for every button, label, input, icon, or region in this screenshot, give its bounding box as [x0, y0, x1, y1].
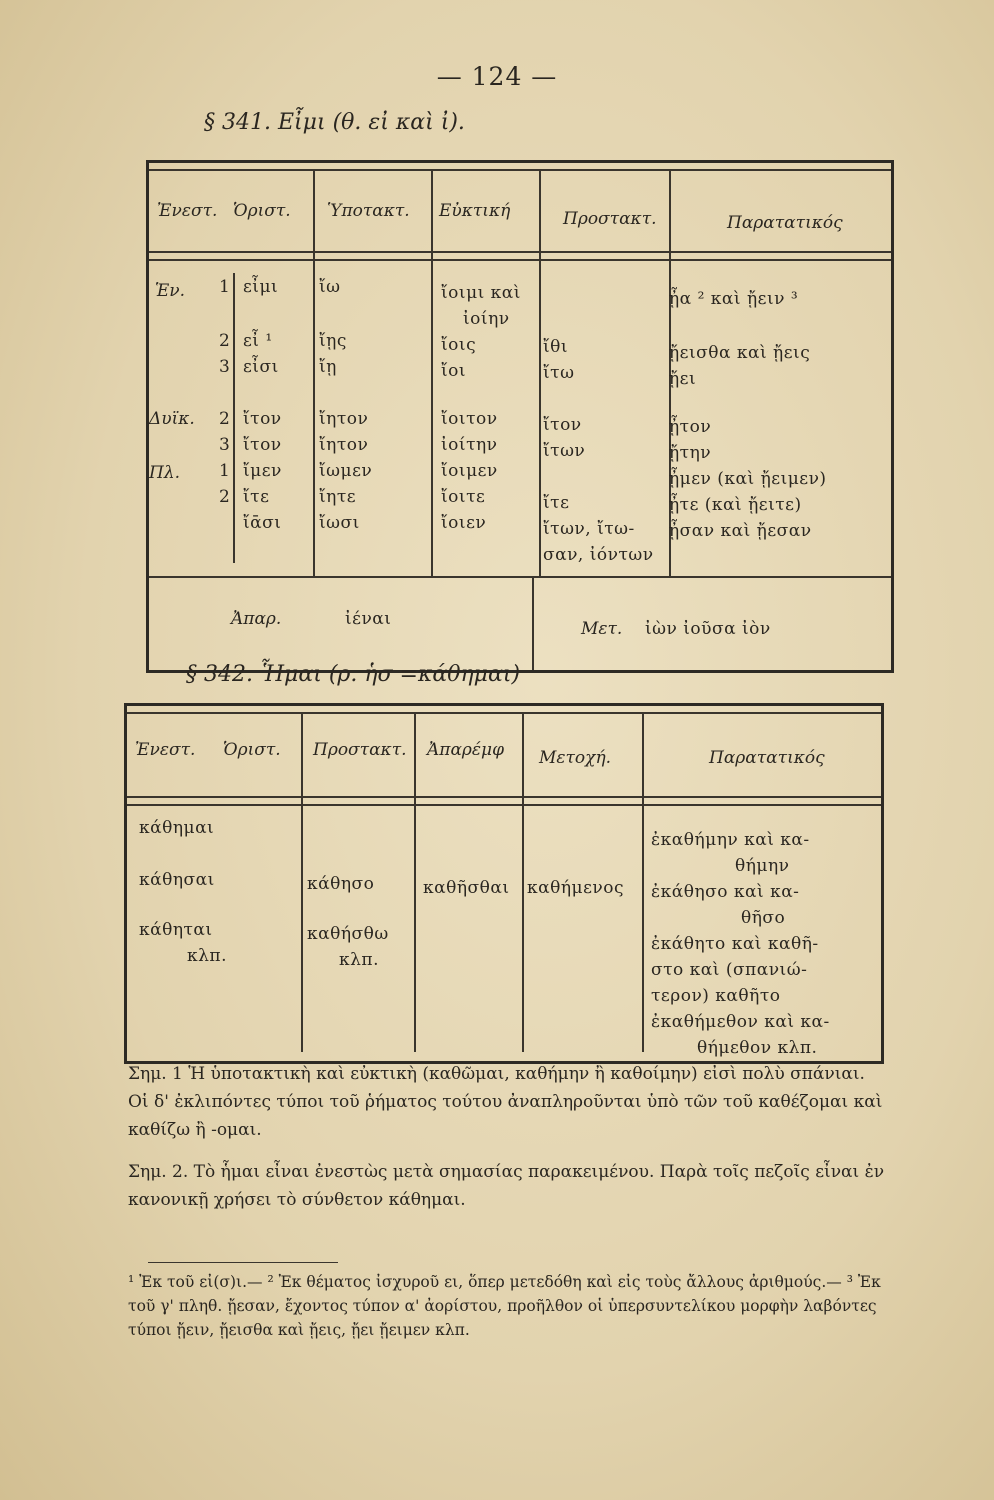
oristiki-form: ἴμεν [243, 461, 282, 481]
prostaktiki-form: κλπ. [339, 950, 379, 970]
prostaktiki-form: καθήσθω [307, 924, 389, 944]
rule [149, 169, 891, 171]
prostaktiki-form: ἴτε [543, 493, 570, 513]
euktiki-form: ἰοίην [463, 309, 510, 329]
euktiki-form: ἴοι [441, 361, 467, 381]
oristiki-form: εἶ ¹ [243, 331, 273, 351]
section-341-title: § 341. Εἶμι (θ. εἰ καὶ ἰ). [204, 110, 465, 135]
prostaktiki-form: σαν, ἰόντων [543, 545, 654, 565]
euktiki-form: ἴοις [441, 335, 477, 355]
paratatikos-form: ᾖτε (καὶ ᾔειτε) [669, 495, 802, 515]
aparemfato-form: καθῆσθαι [423, 878, 510, 898]
header-euktiki: Εὐκτική [439, 201, 511, 221]
rule [127, 804, 881, 806]
person-number: 2 [219, 487, 231, 507]
oristiki-form: ἴτε [243, 487, 270, 507]
paratatikos-form: ᾔεισθα καὶ ᾔεις [669, 343, 811, 363]
prostaktiki-form: ἴτον [543, 415, 582, 435]
header-aparemfato: Ἀπαρέμφ [427, 740, 504, 760]
header-enest: Ἐνεστ. [157, 201, 218, 221]
paratatikos-form: ἐκαθήμην καὶ κα- [651, 830, 810, 850]
ypotaktiki-form: ἴῃς [319, 331, 347, 351]
header-metoxi: Μετοχή. [539, 748, 612, 768]
ypotaktiki-form: ἴωμεν [319, 461, 373, 481]
ypotaktiki-form: ἴητον [319, 435, 369, 455]
paratatikos-form: θήμεθον κλπ. [697, 1038, 818, 1058]
footnote-separator [148, 1262, 338, 1263]
ypotaktiki-form: ἴητε [319, 487, 357, 507]
rule [149, 251, 891, 253]
oristiki-form: κλπ. [187, 946, 227, 966]
person-number: 2 [219, 331, 231, 351]
prostaktiki-form: ἴθι [543, 337, 569, 357]
header-prostaktiki: Προστακτ. [563, 209, 657, 229]
prostaktiki-form: ἴτων, ἴτω- [543, 519, 635, 539]
person-number: 1 [219, 277, 231, 297]
ypotaktiki-form: ἴω [319, 277, 341, 297]
rule [313, 169, 315, 577]
oristiki-form: ἴτον [243, 409, 282, 429]
header-prostaktiki: Προστακτ. [313, 740, 407, 760]
note-1: Σημ. 1 Ἡ ὑποτακτικὴ καὶ εὐκτικὴ (καθῶμαι, καθήμην ἢ καθοίμην) εἰσὶ πολὺ σπάνιαι. Οἱ δ' ἐκλιπόντες τύποι τοῦ ῥήματος τούτου ἀναπληροῦνται ὑπὸ τῶν τοῦ καθέζομαι καὶ καθίζω ἢ -ομαι. [128, 1064, 883, 1140]
rule [532, 576, 534, 670]
paratatikos-form: θῆσο [741, 908, 786, 928]
rule [431, 169, 433, 577]
oristiki-form: κάθηται [139, 920, 213, 940]
ypotaktiki-form: ἴῃ [319, 357, 337, 377]
ypotaktiki-form: ἴωσι [319, 513, 360, 533]
rule [233, 273, 235, 563]
paratatikos-form: ᾖμεν (καὶ ᾔειμεν) [669, 469, 827, 489]
header-ypotaktiki: Ὑποτακτ. [327, 201, 410, 221]
rule [642, 712, 644, 1052]
header-enest: Ἐνεστ. [135, 740, 196, 760]
paratatikos-form: ᾖα ² καὶ ᾔειν ³ [669, 289, 799, 309]
oristiki-form: ἴᾱσι [243, 513, 282, 533]
rule [522, 712, 524, 1052]
prostaktiki-form: ἴτων [543, 441, 586, 461]
euktiki-form: ἴοιμεν [441, 461, 498, 481]
person-number: 3 [219, 357, 231, 377]
oristiki-form: εἶσι [243, 357, 279, 377]
paratatikos-form: τερον) καθῆτο [651, 986, 781, 1006]
row-label-singular: Ἑν. [155, 281, 186, 301]
rule [414, 712, 416, 1052]
aparemfato-value: ἰέναι [345, 609, 392, 629]
table-emai [124, 703, 884, 1064]
euktiki-form: ἴοιμι καὶ [441, 283, 521, 303]
paratatikos-form: ᾔει [669, 369, 697, 389]
euktiki-form: ἴοιτον [441, 409, 498, 429]
prostaktiki-form: κάθησο [307, 874, 375, 894]
paratatikos-form: ᾖσαν καὶ ᾔεσαν [669, 521, 812, 541]
rule [149, 576, 891, 578]
metoxi-value: ἰὼν ἰοῦσα ἰὸν [645, 619, 771, 639]
metoxi-form: καθήμενος [527, 878, 624, 898]
euktiki-form: ἰοίτην [441, 435, 498, 455]
row-label-dual: Δυϊκ. [149, 409, 195, 429]
rule [127, 712, 881, 714]
page-number: — 124 — [436, 62, 558, 91]
oristiki-form: εἶμι [243, 277, 279, 297]
section-342-title: § 342. Ἧμαι (ρ. ἡσ =κάθημαι) [186, 662, 521, 687]
oristiki-form: κάθησαι [139, 870, 215, 890]
rule [149, 259, 891, 261]
footnotes: ¹ Ἐκ τοῦ εἰ(σ)ι.— ² Ἐκ θέματος ἰσχυροῦ ει, ὅπερ μετεδόθη καὶ εἰς τοὺς ἄλλους ἀριθμούς.— ³ Ἐκ τοῦ γ' πληθ. ᾔεσαν, ἔχοντος τύπον α' ἀορίστου, προῆλθον οἱ ὑπερσυντελίκου μορφὴν λαβόντες τύποι ᾔειν, ᾔεισθα καὶ ᾔεις, ᾔει ᾔειμεν κλπ. [128, 1273, 881, 1339]
paratatikos-form: στο καὶ (σπανιώ- [651, 960, 808, 980]
rule [127, 796, 881, 798]
paratatikos-form: θήμην [735, 856, 790, 876]
rule [539, 169, 541, 577]
header-oristiki: Ὁριστ. [233, 201, 291, 221]
note-2: Σημ. 2. Τὸ ἧμαι εἶναι ἐνεστὼς μετὰ σημασίας παρακειμένου. Παρὰ τοῖς πεζοῖς εἶναι ἐν κανονικῇ χρήσει τὸ σύνθετον κάθημαι. [128, 1162, 885, 1210]
header-paratatikos: Παρατατικός [727, 213, 843, 233]
euktiki-form: ἴοιτε [441, 487, 486, 507]
aparemfato-label: Ἀπαρ. [231, 609, 282, 629]
metoxi-label: Μετ. [581, 619, 623, 639]
row-label-plural: Πλ. [149, 463, 181, 483]
person-number: 2 [219, 409, 231, 429]
euktiki-form: ἴοιεν [441, 513, 487, 533]
paratatikos-form: ἐκάθησο καὶ κα- [651, 882, 800, 902]
person-number: 1 [219, 461, 231, 481]
rule [301, 712, 303, 1052]
paratatikos-form: ἐκάθητο καὶ καθῆ- [651, 934, 819, 954]
oristiki-form: κάθημαι [139, 818, 215, 838]
header-oristiki: Ὁριστ. [223, 740, 281, 760]
paratatikos-form: ἐκαθήμεθον καὶ κα- [651, 1012, 830, 1032]
person-number: 3 [219, 435, 231, 455]
ypotaktiki-form: ἴητον [319, 409, 369, 429]
table-eimi [146, 160, 894, 673]
oristiki-form: ἴτον [243, 435, 282, 455]
prostaktiki-form: ἴτω [543, 363, 575, 383]
header-paratatikos: Παρατατικός [709, 748, 825, 768]
paratatikos-form: ᾔτην [669, 443, 712, 463]
paratatikos-form: ᾖτον [669, 417, 712, 437]
